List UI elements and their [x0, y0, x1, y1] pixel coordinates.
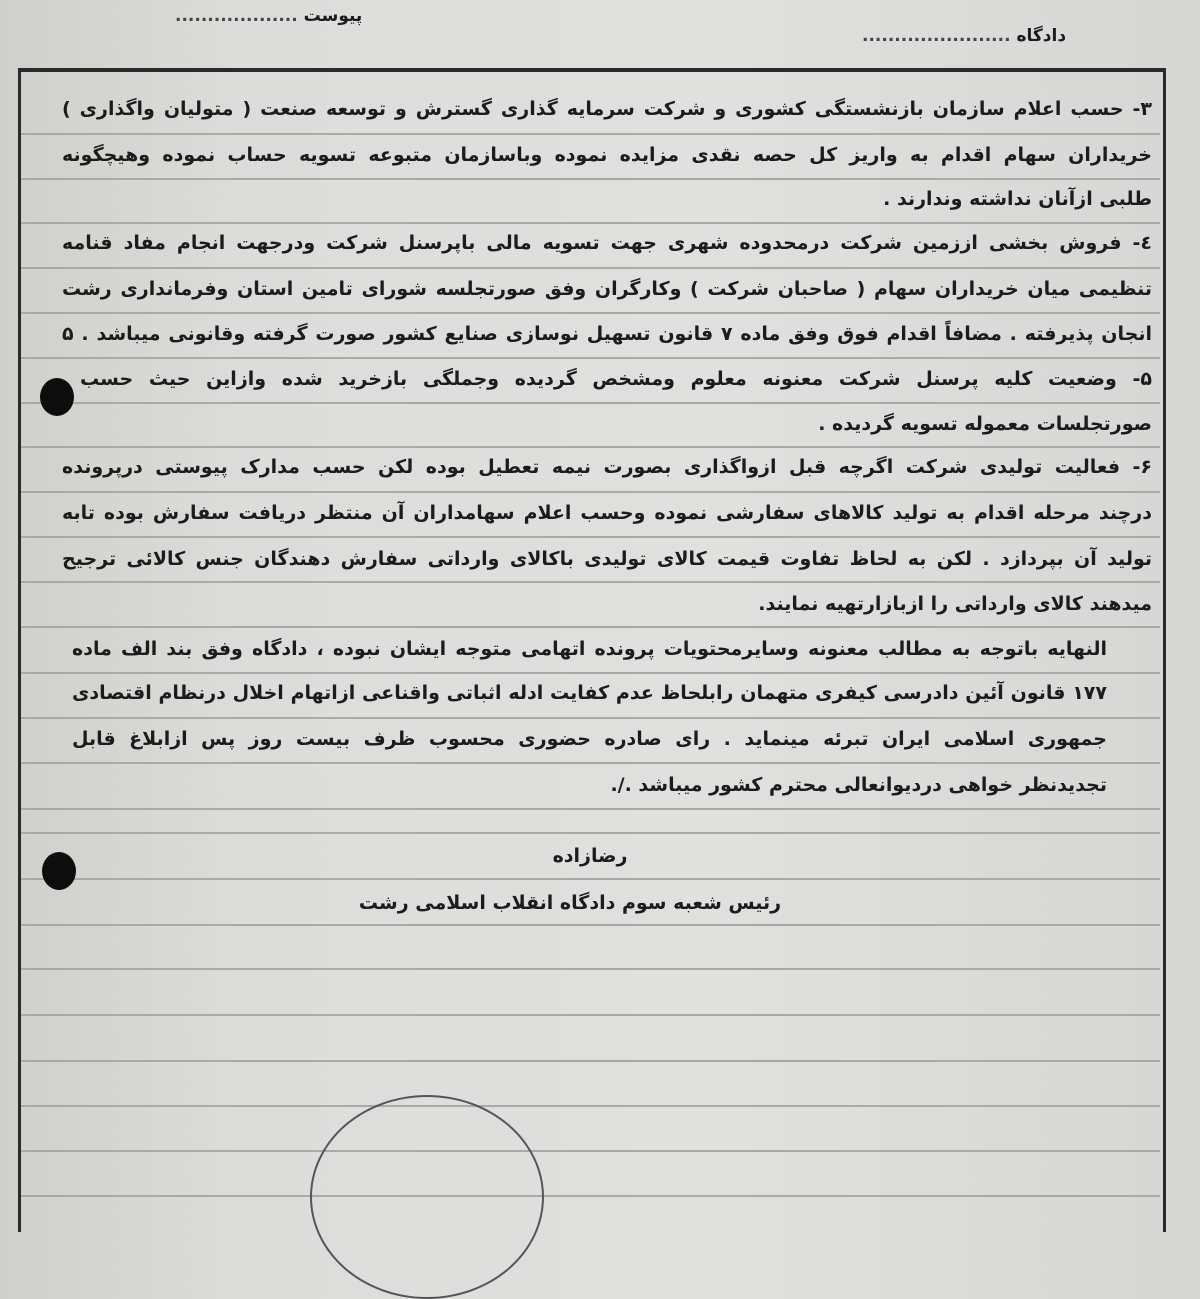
- ruled-line: [21, 878, 1160, 880]
- body-line: جمهوری اسلامی ایران تبرئه مینماید . رای صادره حضوری محسوب ظرف بیست روز پس ازابلاغ قابل: [72, 728, 1107, 750]
- court-dots: .......................: [862, 26, 1011, 46]
- ruled-line: [21, 536, 1160, 538]
- body-line: تنظیمی میان خریداران سهام ( صاحبان شرکت ) وکارگران وفق صورتجلسه شورای تامین استان وفرمانداری رشت: [62, 278, 1152, 300]
- ruled-line: [21, 968, 1160, 970]
- ruled-line: [21, 357, 1160, 359]
- body-line: خریداران سهام اقدام به واریز کل حصه نقدی مزایده نموده وباسازمان متبوعه تسویه حساب نموده وهیچگونه: [62, 144, 1152, 166]
- body-line: درچند مرحله اقدام به تولید کالاهای سفارشی نموده وحسب اعلام سهامداران آن منتظر دریافت سفارش بوده تابه: [62, 502, 1152, 524]
- attachment-field: [175, 6, 362, 26]
- ruled-line: [21, 581, 1160, 583]
- ruled-line: [21, 178, 1160, 180]
- body-line: ۳- حسب اعلام سازمان بازنشستگی کشوری و شرکت سرمایه گذاری گسترش و توسعه صنعت ( متولیان واگذاری ): [62, 98, 1152, 120]
- ruled-line: [21, 762, 1160, 764]
- body-line: صورتجلسات معموله تسویه گردیده .: [818, 413, 1152, 435]
- signatory-name: رضازاده: [552, 845, 628, 867]
- ruled-line: [21, 717, 1160, 719]
- body-line: ۱۷۷ قانون آئین دادرسی کیفری متهمان رابلحاظ عدم کفایت ادله اثباتی واقناعی ازاتهام اخلال درنظام اقتصادی: [72, 682, 1107, 704]
- body-line: انجان پذیرفته . مضافاً اقدام فوق وفق ماده ۷ قانون تسهیل نوسازی صنایع کشور صورت گرفته وقانونی میباشد . ۵: [62, 323, 1152, 345]
- body-line: النهایه باتوجه به مطالب معنونه وسایرمحتویات پرونده اتهامی متوجه ایشان نبوده ، دادگاه وفق بند الف ماده: [72, 638, 1107, 660]
- ruled-line: [21, 1150, 1160, 1152]
- punch-hole: [42, 852, 76, 890]
- court-label: دادگاه: [1016, 26, 1067, 46]
- ruled-line: [21, 1014, 1160, 1016]
- ruled-line: [21, 312, 1160, 314]
- ruled-line: [21, 402, 1160, 404]
- ruled-line: [21, 626, 1160, 628]
- official-stamp: [310, 1095, 544, 1299]
- ruled-line: [21, 924, 1160, 926]
- ruled-line: [21, 808, 1160, 810]
- punch-hole: [40, 378, 74, 416]
- ruled-line: [21, 832, 1160, 834]
- ruled-line: [21, 222, 1160, 224]
- attachment-dots: ...................: [175, 6, 298, 26]
- signatory-title: رئیس شعبه سوم دادگاه انقلاب اسلامی رشت: [358, 892, 782, 914]
- body-line: میدهند کالای وارداتی را ازبازارتهیه نمایند.: [758, 593, 1152, 615]
- body-line: ۶- فعالیت تولیدی شرکت اگرچه قبل ازواگذاری بصورت نیمه تعطیل بوده لکن حسب مدارک پیوستی درپرونده: [62, 456, 1152, 478]
- ruled-line: [21, 1195, 1160, 1197]
- ruled-line: [21, 133, 1160, 135]
- ruled-line: [21, 1105, 1160, 1107]
- attachment-label: پیوست: [303, 6, 363, 26]
- body-line: ۵- وضعیت کلیه پرسنل شرکت معنونه معلوم ومشخص گردیده وجملگی بازخرید شده وازاین حیث حسب: [80, 368, 1152, 390]
- body-line: تجدیدنظر خواهی دردیوانعالی محترم کشور میباشد ./.: [610, 774, 1107, 796]
- ruled-line: [21, 672, 1160, 674]
- body-line: ٤- فروش بخشی اززمین شرکت درمحدوده شهری جهت تسویه مالی باپرسنل شرکت ودرجهت انجام مفاد قنامه: [62, 232, 1152, 254]
- ruled-line: [21, 267, 1160, 269]
- ruled-line: [21, 446, 1160, 448]
- body-line: تولید آن بپردازد . لکن به لحاظ تفاوت قیمت کالای تولیدی باکالای وارداتی سفارش دهندگان جنس کالائی ترجیح: [62, 548, 1152, 570]
- ruled-line: [21, 1060, 1160, 1062]
- body-line: طلبی ازآنان نداشته وندارند .: [883, 188, 1152, 210]
- ruled-line: [21, 491, 1160, 493]
- court-field: [862, 26, 1066, 46]
